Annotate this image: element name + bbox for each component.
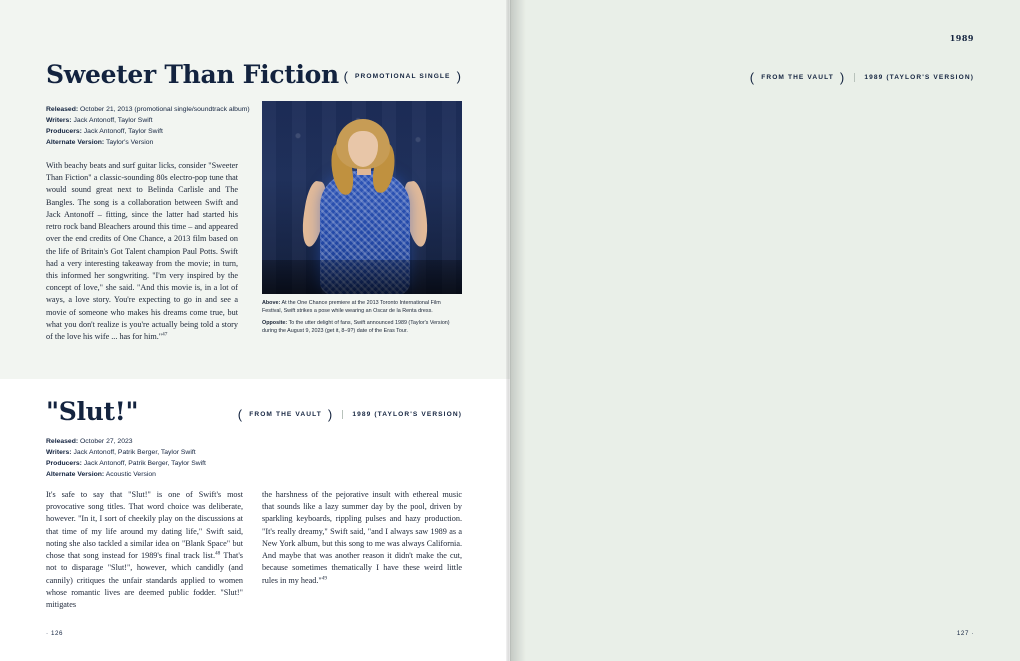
caption-opposite xyxy=(262,319,462,336)
tag-album-edition: 1989 (TAYLOR'S VERSION) xyxy=(864,74,974,81)
right-page xyxy=(510,0,1020,661)
alternate-version-label: Alternate Version: xyxy=(46,471,105,478)
alternate-version-label: Alternate Version: xyxy=(46,139,105,146)
writers-value: Jack Antonoff, Patrik Berger, Taylor Swift xyxy=(73,449,196,456)
column-text: It's safe to say that "Slut!" is one of Swift's most provocative song titles. That word choice was deliberate, however. "In it, I sort of cheekily play on the discussions at that time of my life around my dating life," Swift said, noting she also tackled a similar idea on "Blank Space" but chose that song instead for 1989's final track list. xyxy=(46,490,243,561)
producers-label: Producers: xyxy=(46,128,82,135)
tag-promotional-single: ( PROMOTIONAL SINGLE ) xyxy=(343,69,462,84)
tag-divider xyxy=(342,410,343,419)
producers-label: Producers: xyxy=(46,460,82,467)
alternate-version-value: Taylor's Version xyxy=(105,139,154,146)
caption-opposite-text: To the utter delight of fans, Swift announced 1989 (Taylor's Version) during the August 9, 2023 (get it, 8–9?) date of the Eras Tour. xyxy=(262,320,450,335)
article-title-sweeter-than-fiction: Sweeter Than Fiction xyxy=(46,60,339,89)
credits-slut xyxy=(46,436,266,480)
tag-divider xyxy=(854,73,855,82)
released-value: October 27, 2023 xyxy=(80,438,133,445)
article-title-slut: "Slut!" xyxy=(46,397,139,426)
released-label: Released: xyxy=(46,106,79,113)
caption-above-label: Above: xyxy=(262,300,281,306)
footnote-marker: 49 xyxy=(321,574,328,581)
tag-from-the-vault: ( FROM THE VAULT ) xyxy=(237,407,334,422)
article-body-slut-column-2 xyxy=(262,489,462,587)
producers-value: Jack Antonoff, Patrik Berger, Taylor Swift xyxy=(83,460,206,467)
caption-opposite-label: Opposite: xyxy=(262,320,288,326)
folio-left: · 126 xyxy=(46,630,64,637)
article-tags-slut xyxy=(237,407,462,422)
photo-one-chance-premiere xyxy=(262,101,462,294)
article-tags-sweeter-than-fiction xyxy=(343,69,462,84)
writers-label: Writers: xyxy=(46,117,72,124)
footnote-marker: 48 xyxy=(215,550,221,557)
writers-value: Jack Antonoff, Taylor Swift xyxy=(73,117,153,124)
footnote-marker: 47 xyxy=(162,331,168,338)
alternate-version-value: Acoustic Version xyxy=(105,471,156,478)
released-value: October 21, 2013 (promotional single/soundtrack album) xyxy=(80,106,250,113)
tag-from-the-vault: ( FROM THE VAULT ) xyxy=(749,70,846,85)
folio-right: 127 · xyxy=(956,630,974,637)
caption-above-text: At the One Chance premiere at the 2013 Toronto International Film Festival, Swift strikes a pose while wearing an Oscar de la Renta dress. xyxy=(262,300,441,315)
running-head: 1989 xyxy=(949,33,974,43)
caption-above xyxy=(262,299,462,316)
article-body-sweeter-than-fiction xyxy=(46,160,238,343)
writers-label: Writers: xyxy=(46,449,72,456)
credits-sweeter-than-fiction xyxy=(46,104,251,148)
article-body-slut-column-1 xyxy=(46,489,243,611)
article-body-text: With beachy beats and surf guitar licks, consider "Sweeter Than Fiction" a classic-sounding 80s electro-pop tune that would sound great next to Belinda Carlisle and The Bangles. The song is a collaboration between Swift and Jack Antonoff – fitting, since the latter had started his retro rock band Bleachers around this time – and appeared over the end credits of One Chance, a 2013 film based on the life of Britain's Got Talent champion Paul Potts. Swift had a very interesting takeaway from the movie; in turn, this informed her songwriting. "I'm very inspired by the concept of love," she said. "And this movie is, in a lot of ways, a love story. You're expecting to go in and see a movie of someone who makes his dreams come true, but what you don't realize is you're actually being told a story of the love his wife ... has for him." xyxy=(46,161,238,342)
column-text-continued: That's not to disparage "Slut!", however, which candidly (and cannily) critiques the unfair standards applied to women whose romantic lives are deemed public fodder. "Slut!" mitigates xyxy=(46,551,243,609)
released-label: Released: xyxy=(46,438,79,445)
tag-album-edition: 1989 (TAYLOR'S VERSION) xyxy=(352,411,462,418)
article-tags-say-dont-go xyxy=(749,70,974,85)
producers-value: Jack Antonoff, Taylor Swift xyxy=(83,128,163,135)
column-text: the harshness of the pejorative insult with ethereal music that sounds like a lazy summer day by the pool, driven by sparkling keyboards, rippling pulses and hazy production. "It's really dreamy," Swift said, "and I always saw 1989 as a New York album, but this song to me was always California. And maybe that was another reason it didn't make the cut, because sometimes thematically I have these weird little rules in my head." xyxy=(262,490,462,585)
